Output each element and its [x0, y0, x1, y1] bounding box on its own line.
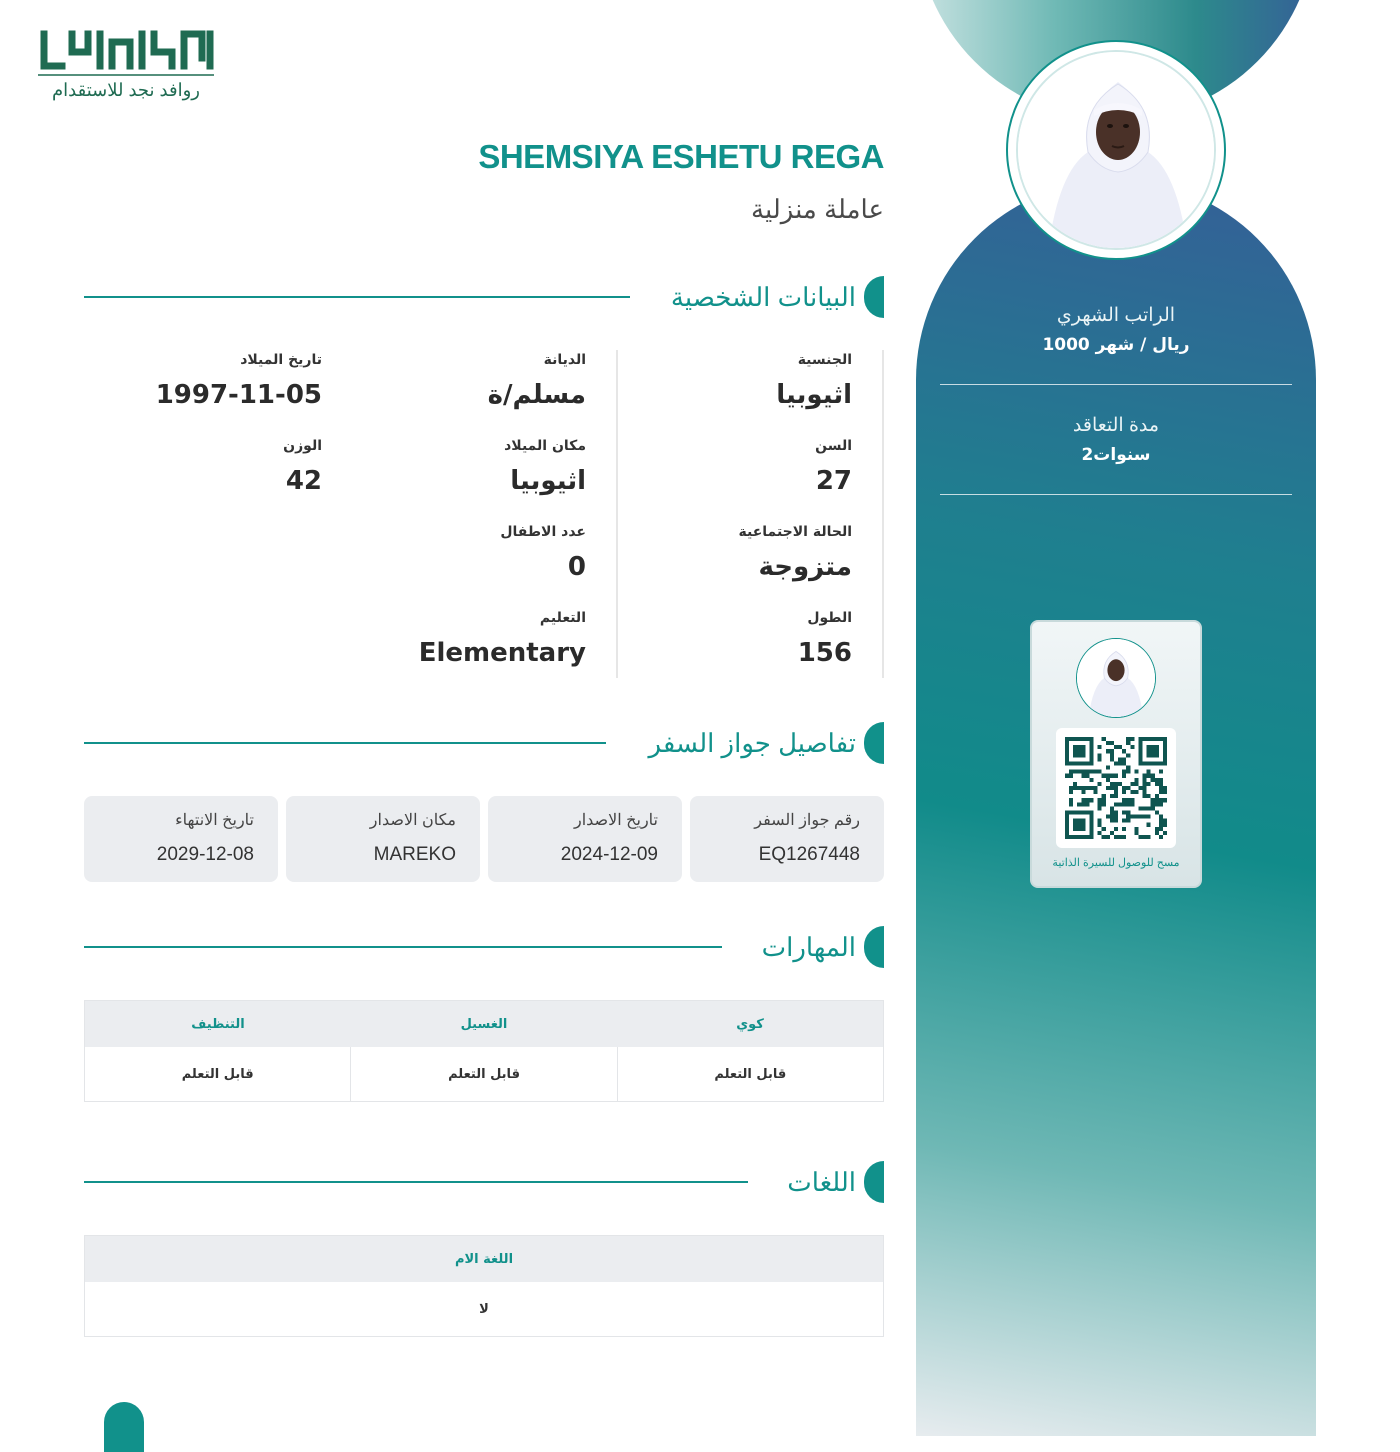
skill-value-washing: قابل التعلم	[350, 1047, 616, 1101]
skills-table-header	[85, 1001, 883, 1047]
contract-block	[940, 414, 1292, 465]
religion-field	[488, 352, 586, 410]
candidate-name: SHEMSIYA ESHETU REGA	[478, 138, 884, 175]
issue-place-value: MAREKO	[373, 844, 456, 865]
salary-value: 1000 ريال / شهر	[1042, 335, 1190, 355]
personal-column-left	[86, 350, 352, 678]
qr-code[interactable]	[1056, 728, 1176, 848]
languages-table	[84, 1235, 884, 1337]
salary-block	[940, 304, 1292, 355]
company-logo-subtitle: روافد نجد للاستقدام	[52, 80, 200, 100]
nationality-label: الجنسية	[797, 352, 852, 368]
education-value: Elementary	[418, 638, 586, 668]
section-marker	[864, 276, 884, 318]
age-label: السن	[815, 438, 852, 454]
nationality-value: اثيوبيا	[776, 380, 852, 410]
contract-value: 2سنوات	[1081, 445, 1151, 465]
sidebar	[916, 0, 1316, 1436]
birthplace-label: مكان الميلاد	[504, 438, 586, 454]
education-field	[419, 610, 586, 668]
expiry-value: 2029-12-08	[156, 844, 254, 865]
profile-photo	[1016, 50, 1216, 250]
birthplace-value: اثيوبيا	[510, 466, 586, 496]
languages-table-row	[85, 1282, 883, 1336]
section-marker	[864, 1161, 884, 1203]
issue-date-value: 2024-12-09	[560, 844, 658, 865]
children-field	[500, 524, 586, 582]
nationality-field	[776, 352, 852, 410]
age-field	[815, 438, 852, 496]
language-value-native: لا	[479, 1301, 489, 1317]
qr-code-icon	[1065, 737, 1167, 839]
section-rule	[84, 946, 722, 948]
passport-issue-place-card	[286, 796, 480, 882]
languages-section-title: اللغات	[787, 1167, 856, 1197]
skill-value-cleaning: قابل التعلم	[181, 1066, 254, 1082]
skills-table-row	[85, 1047, 883, 1101]
salary-label: الراتب الشهري	[1056, 305, 1176, 326]
weight-value: 42	[285, 466, 322, 496]
age-value: 27	[815, 466, 852, 496]
passport-expiry-card	[84, 796, 278, 882]
section-marker	[864, 926, 884, 968]
languages-section-heading	[84, 1161, 884, 1203]
qr-card[interactable]	[1030, 620, 1202, 888]
skills-section-title: المهارات	[761, 932, 856, 962]
issue-date-label: تاريخ الاصدار	[573, 812, 658, 829]
skill-header-ironing: كوي	[736, 1016, 764, 1032]
children-value: 0	[567, 552, 586, 582]
height-value: 156	[797, 638, 852, 668]
marital-value: متزوجة	[758, 552, 852, 582]
weight-label: الوزن	[283, 438, 322, 454]
footer-decoration	[104, 1402, 144, 1452]
birthdate-field	[156, 352, 322, 410]
company-logo	[38, 28, 218, 104]
sidebar-divider	[940, 384, 1292, 385]
section-rule	[84, 742, 606, 744]
section-rule	[84, 296, 630, 298]
birthdate-value: 1997-11-05	[155, 380, 322, 410]
personal-column-middle	[352, 350, 618, 678]
birthplace-field	[504, 438, 586, 496]
passport-issue-date-card	[488, 796, 682, 882]
sidebar-divider	[940, 494, 1292, 495]
passport-number-card	[690, 796, 884, 882]
company-logo-mark-icon	[38, 28, 218, 78]
person-portrait-icon	[1018, 52, 1216, 250]
skills-table	[84, 1000, 884, 1102]
contract-label: مدة التعاقد	[1072, 415, 1160, 436]
marital-field	[739, 524, 852, 582]
skill-value-ironing: قابل التعلم	[617, 1047, 883, 1101]
skills-section-heading	[84, 926, 884, 968]
personal-section-title: البيانات الشخصية	[670, 282, 856, 312]
birthdate-label: تاريخ الميلاد	[240, 352, 322, 368]
expiry-label: تاريخ الانتهاء	[175, 812, 254, 829]
passport-number-label: رقم جواز السفر	[754, 812, 860, 829]
skill-header-cleaning: التنظيف	[191, 1016, 245, 1032]
children-label: عدد الاطفال	[500, 524, 586, 540]
education-label: التعليم	[539, 610, 586, 626]
passport-number-value: EQ1267448	[758, 844, 860, 865]
issue-place-label: مكان الاصدار	[369, 812, 456, 829]
height-label: الطول	[807, 610, 852, 626]
marital-label: الحالة الاجتماعية	[738, 524, 852, 540]
languages-table-header	[85, 1236, 883, 1282]
skill-header-washing: الغسيل	[460, 1016, 508, 1032]
section-rule	[84, 1181, 748, 1183]
qr-caption: مسح للوصول للسيرة الذاتية	[1052, 857, 1180, 869]
section-marker	[864, 722, 884, 764]
personal-column-right	[618, 350, 884, 678]
language-header-native: اللغة الام	[454, 1251, 514, 1267]
qr-card-photo	[1076, 638, 1156, 718]
passport-section-title: تفاصيل جواز السفر	[648, 728, 856, 758]
religion-value: مسلم/ة	[487, 380, 586, 410]
personal-section-heading	[84, 276, 884, 318]
job-title: عاملة منزلية	[751, 194, 884, 224]
height-field	[798, 610, 852, 668]
passport-section-heading	[84, 722, 884, 764]
profile-photo-frame	[1006, 40, 1226, 260]
person-portrait-icon	[1077, 639, 1155, 717]
religion-label: الديانة	[543, 352, 586, 368]
weight-field	[283, 438, 322, 496]
